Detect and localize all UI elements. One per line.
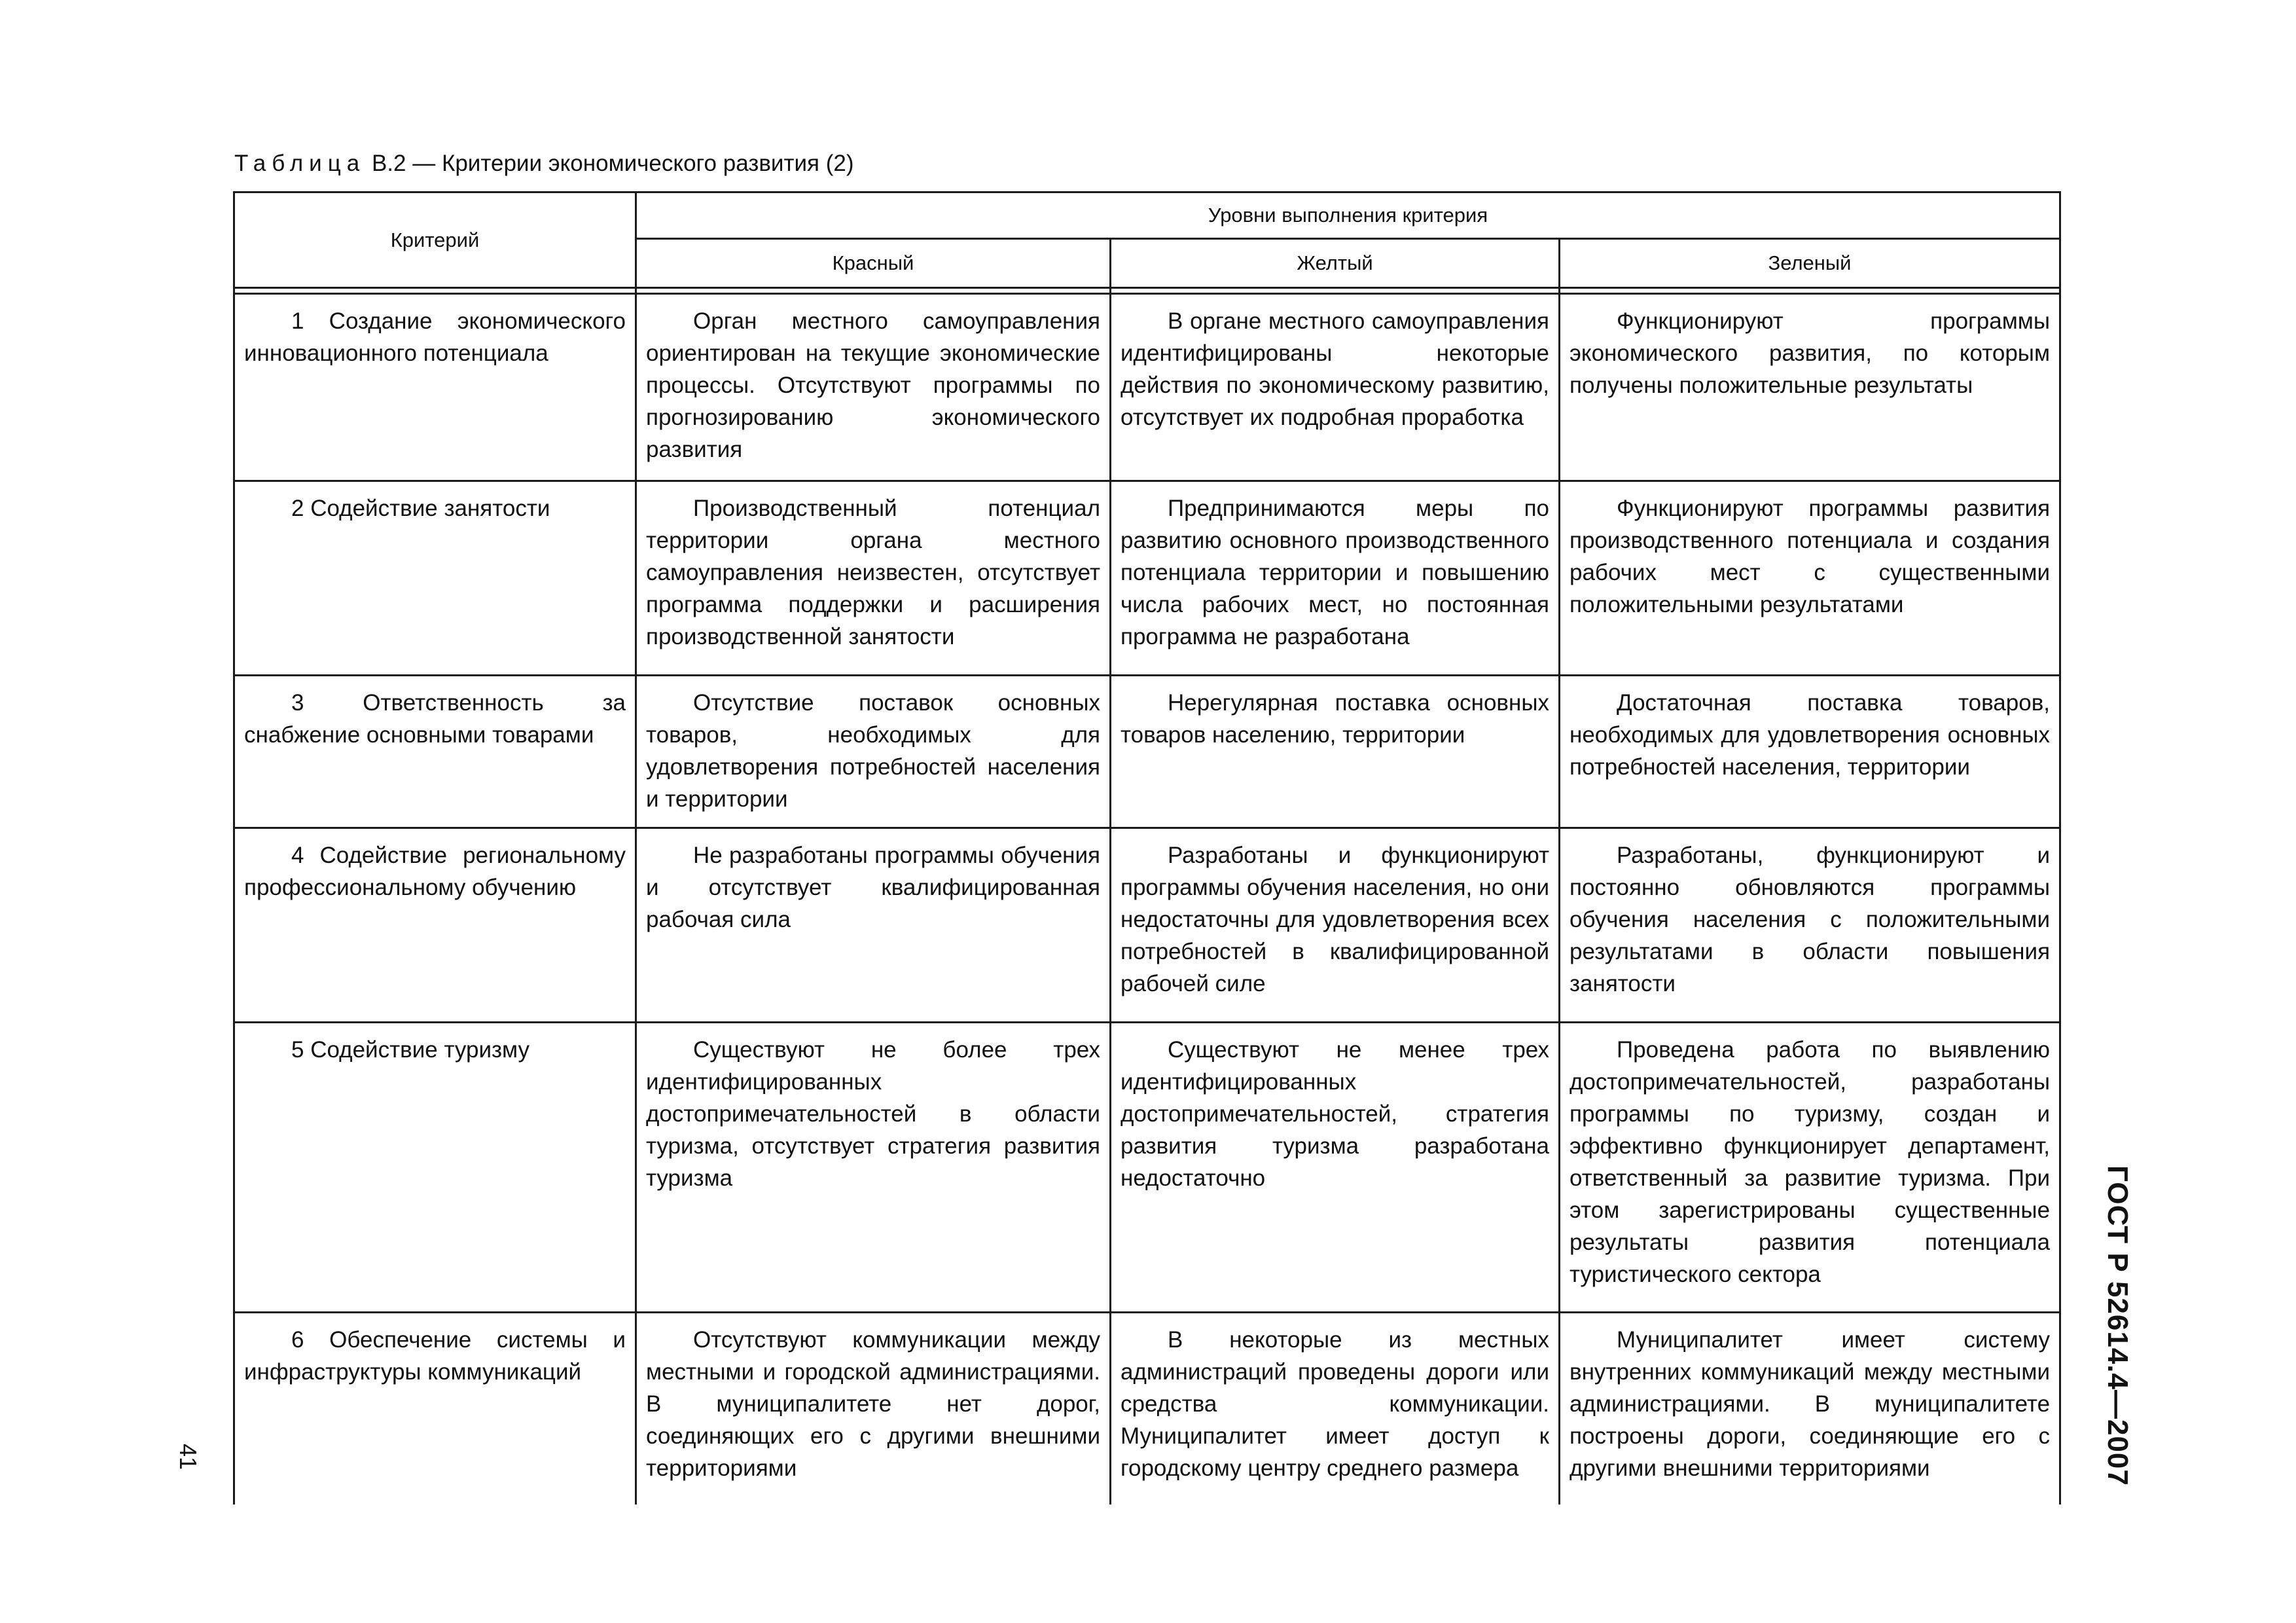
cell-yellow: Существуют не менее трех идентифицированных достопримечательностей, стратегия развития туризма разработана недостаточно — [1111, 1023, 1560, 1313]
table-row — [234, 1313, 2060, 1505]
header-yellow: Желтый — [1111, 239, 1560, 288]
table-row — [234, 1023, 2060, 1313]
table-row — [234, 828, 2060, 1023]
table-row — [234, 676, 2060, 828]
cell-yellow: Нерегулярная поставка основных товаров населению, территории — [1111, 676, 1560, 828]
cell-red: Не разработаны программы обучения и отсутствует квалифицированная рабочая сила — [636, 828, 1111, 1023]
standard-designation — [2094, 1165, 2147, 1486]
table-row — [234, 481, 2060, 676]
table-row — [234, 294, 2060, 481]
cell-green: Функционируют программы экономического развития, по которым получены положительные результаты — [1560, 294, 2060, 481]
header-criterion: Критерий — [234, 192, 636, 288]
criteria-table — [233, 191, 2061, 1504]
cell-yellow: Предпринимаются меры по развитию основного производственного потенциала территории и повышению числа рабочих мест, но постоянная программа не разработана — [1111, 481, 1560, 676]
cell-red: Орган местного самоуправления ориентирован на текущие экономические процессы. Отсутствуют программы по прогнозированию экономического развития — [636, 294, 1111, 481]
standard-code-text: ГОСТ Р 52614.4—2007 — [2102, 1165, 2134, 1486]
cell-red: Отсутствуют коммуникации между местными и городской администрациями. В муниципалитете нет дорог, соединяющих его с другими внешними территориями — [636, 1313, 1111, 1505]
caption-text: В.2 — Критерии экономического развития (2) — [365, 151, 854, 176]
cell-criterion: 3 Ответственность за снабжение основными товарами — [234, 676, 636, 828]
header-green: Зеленый — [1560, 239, 2060, 288]
header-spacer-row — [234, 288, 2060, 294]
cell-yellow: В некоторые из местных администраций проведены дороги или средства коммуникации. Муниципалитет имеет доступ к городскому центру среднего размера — [1111, 1313, 1560, 1505]
cell-red: Существуют не более трех идентифицированных достопримечательностей в области туризма, отсутствует стратегия развития туризма — [636, 1023, 1111, 1313]
cell-criterion: 4 Содействие региональному профессиональному обучению — [234, 828, 636, 1023]
table-caption — [234, 149, 854, 178]
cell-green: Функционируют программы развития производственного потенциала и создания рабочих мест с существенными положительными результатами — [1560, 481, 2060, 676]
cell-yellow: В органе местного самоуправления идентифицированы некоторые действия по экономическому развитию, отсутствует их подробная проработка — [1111, 294, 1560, 481]
cell-green: Достаточная поставка товаров, необходимых для удовлетворения основных потребностей населения, территории — [1560, 676, 2060, 828]
cell-criterion: 6 Обеспечение системы и инфраструктуры коммуникаций — [234, 1313, 636, 1505]
cell-red: Отсутствие поставок основных товаров, необходимых для удовлетворения потребностей населения и территории — [636, 676, 1111, 828]
cell-green: Проведена работа по выявлению достопримечательностей, разработаны программы по туризму, создан и эффективно функционирует департамент, ответственный за развитие туризма. При этом зарегистрированы существенные результаты развития потенциала туристического сектора — [1560, 1023, 2060, 1313]
header-levels: Уровни выполнения критерия — [636, 192, 2060, 239]
cell-green: Разработаны, функционируют и постоянно обновляются программы обучения населения с положительными результатами в области повышения занятости — [1560, 828, 2060, 1023]
page-number-text: 41 — [175, 1444, 202, 1470]
cell-red: Производственный потенциал территории органа местного самоуправления неизвестен, отсутствует программа поддержки и расширения производственной занятости — [636, 481, 1111, 676]
page-number — [174, 1444, 213, 1483]
cell-yellow: Разработаны и функционируют программы обучения населения, но они недостаточны для удовлетворения всех потребностей в квалифицированной рабочей силе — [1111, 828, 1560, 1023]
criteria-table-wrap — [233, 191, 2059, 1504]
cell-criterion: 1 Создание экономического инновационного потенциала — [234, 294, 636, 481]
cell-criterion: 5 Содействие туризму — [234, 1023, 636, 1313]
header-red: Красный — [636, 239, 1111, 288]
cell-green: Муниципалитет имеет систему внутренних коммуникаций между местными администрациями. В муниципалитете построены дороги, соединяющие его с другими внешними территориями — [1560, 1313, 2060, 1505]
cell-criterion: 2 Содействие занятости — [234, 481, 636, 676]
caption-label: Таблица — [234, 151, 366, 176]
